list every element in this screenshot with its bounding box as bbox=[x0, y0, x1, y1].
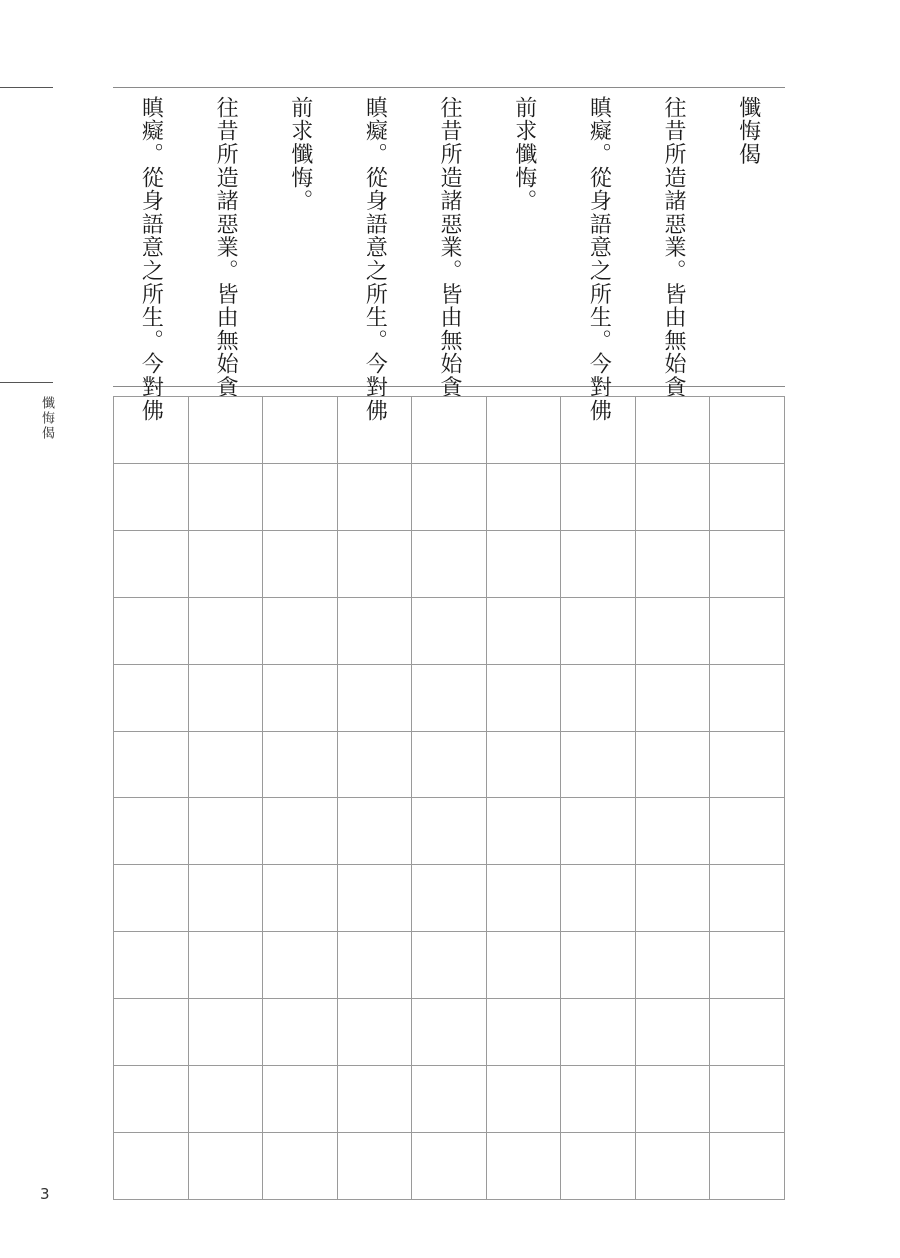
practice-grid-cell bbox=[338, 1066, 413, 1133]
practice-grid-cell bbox=[487, 1133, 562, 1200]
side-rule-middle bbox=[0, 382, 53, 383]
practice-grid-cell bbox=[636, 598, 711, 665]
practice-grid-cell bbox=[412, 531, 487, 598]
practice-grid-cell bbox=[561, 1133, 636, 1200]
practice-grid-cell bbox=[710, 1066, 785, 1133]
practice-grid-cell bbox=[636, 1133, 711, 1200]
practice-grid-cell bbox=[412, 464, 487, 531]
practice-grid-cell bbox=[412, 999, 487, 1066]
practice-grid-cell bbox=[710, 1133, 785, 1200]
practice-grid-cell bbox=[710, 999, 785, 1066]
practice-grid-cell bbox=[487, 397, 562, 464]
practice-grid-cell bbox=[338, 865, 413, 932]
practice-grid-cell bbox=[412, 732, 487, 799]
practice-grid-cell bbox=[412, 665, 487, 732]
text-column bbox=[486, 88, 561, 386]
practice-grid-cell bbox=[561, 665, 636, 732]
practice-grid-cell bbox=[114, 999, 189, 1066]
practice-grid-cell bbox=[189, 397, 264, 464]
verse-line: 瞋癡。從身語意之所生。今對佛 bbox=[138, 96, 164, 423]
practice-grid-cell bbox=[263, 798, 338, 865]
practice-grid-cell bbox=[561, 531, 636, 598]
practice-grid-cell bbox=[114, 531, 189, 598]
practice-grid-cell bbox=[412, 865, 487, 932]
practice-grid-cell bbox=[338, 999, 413, 1066]
verse-line: 往昔所造諸惡業。皆由無始貪 bbox=[213, 96, 239, 399]
practice-grid-cell bbox=[189, 932, 264, 999]
text-column bbox=[561, 88, 636, 423]
practice-grid-cell bbox=[263, 932, 338, 999]
practice-grid-cell bbox=[710, 932, 785, 999]
practice-grid-cell bbox=[114, 865, 189, 932]
practice-grid-cell bbox=[561, 397, 636, 464]
scripture-text-frame bbox=[113, 87, 785, 423]
verse-line: 瞋癡。從身語意之所生。今對佛 bbox=[362, 96, 388, 423]
practice-grid-cell bbox=[487, 798, 562, 865]
practice-grid-cell bbox=[263, 598, 338, 665]
verse-line: 往昔所造諸惡業。皆由無始貪 bbox=[437, 96, 463, 399]
practice-grid-cell bbox=[487, 531, 562, 598]
text-column bbox=[337, 88, 412, 423]
practice-grid-cell bbox=[561, 999, 636, 1066]
practice-grid-cell bbox=[114, 732, 189, 799]
practice-grid-cell bbox=[710, 464, 785, 531]
practice-grid-cell bbox=[487, 999, 562, 1066]
practice-grid-cell bbox=[636, 665, 711, 732]
practice-grid-cell bbox=[710, 798, 785, 865]
practice-grid-cell bbox=[412, 1066, 487, 1133]
practice-grid-cell bbox=[636, 1066, 711, 1133]
practice-grid-cell bbox=[114, 798, 189, 865]
page-number: 3 bbox=[40, 1185, 50, 1203]
practice-grid-cell bbox=[561, 932, 636, 999]
verse-title: 懺悔偈 bbox=[735, 96, 761, 166]
practice-grid-cell bbox=[114, 598, 189, 665]
text-column bbox=[113, 88, 188, 423]
practice-grid-cell bbox=[338, 598, 413, 665]
practice-grid-cell bbox=[412, 1133, 487, 1200]
practice-grid-cell bbox=[263, 665, 338, 732]
text-column-title bbox=[710, 88, 785, 386]
text-column bbox=[412, 88, 487, 399]
practice-grid-cell bbox=[189, 999, 264, 1066]
practice-grid-cell bbox=[561, 1066, 636, 1133]
practice-grid-cell bbox=[636, 464, 711, 531]
scripture-columns bbox=[113, 88, 785, 423]
practice-grid-cell bbox=[710, 397, 785, 464]
practice-grid-cell bbox=[636, 798, 711, 865]
practice-grid-cell bbox=[263, 397, 338, 464]
practice-grid-cell bbox=[263, 531, 338, 598]
practice-grid-cell bbox=[263, 1133, 338, 1200]
practice-grid-cell bbox=[338, 798, 413, 865]
practice-grid-cell bbox=[263, 732, 338, 799]
practice-grid-cell bbox=[338, 732, 413, 799]
practice-grid-cell bbox=[487, 464, 562, 531]
practice-grid-cell bbox=[710, 732, 785, 799]
practice-grid-cell bbox=[710, 665, 785, 732]
practice-grid-cell bbox=[487, 665, 562, 732]
practice-grid-cell bbox=[710, 531, 785, 598]
practice-grid-cell bbox=[338, 932, 413, 999]
practice-grid-cell bbox=[114, 932, 189, 999]
practice-grid-cell bbox=[412, 798, 487, 865]
practice-grid bbox=[113, 396, 785, 1200]
practice-grid-cell bbox=[561, 598, 636, 665]
text-column bbox=[636, 88, 711, 399]
verse-line: 瞋癡。從身語意之所生。今對佛 bbox=[586, 96, 612, 423]
practice-grid-cell bbox=[710, 865, 785, 932]
practice-grid-cell bbox=[114, 1133, 189, 1200]
practice-grid-cell bbox=[487, 865, 562, 932]
practice-grid-cell bbox=[114, 464, 189, 531]
practice-grid-cell bbox=[263, 999, 338, 1066]
practice-grid-cell bbox=[189, 732, 264, 799]
practice-grid-cell bbox=[189, 1066, 264, 1133]
practice-grid-cell bbox=[189, 798, 264, 865]
practice-grid-cell bbox=[263, 1066, 338, 1133]
running-title: 懺悔偈 bbox=[39, 396, 54, 441]
practice-grid-cell bbox=[114, 665, 189, 732]
practice-grid-cell bbox=[636, 732, 711, 799]
practice-grid-cell bbox=[710, 598, 785, 665]
practice-grid-cell bbox=[636, 932, 711, 999]
practice-grid-cell bbox=[114, 1066, 189, 1133]
practice-grid-cell bbox=[412, 598, 487, 665]
side-rule-top bbox=[0, 87, 53, 88]
practice-grid-cell bbox=[561, 798, 636, 865]
text-column bbox=[188, 88, 263, 399]
text-column bbox=[262, 88, 337, 386]
practice-grid-cell bbox=[487, 932, 562, 999]
practice-grid-cell bbox=[636, 999, 711, 1066]
practice-grid-cell bbox=[412, 932, 487, 999]
practice-grid-cell bbox=[189, 1133, 264, 1200]
practice-grid-cell bbox=[487, 1066, 562, 1133]
practice-grid-cell bbox=[561, 464, 636, 531]
practice-grid-cell bbox=[636, 865, 711, 932]
practice-grid-cell bbox=[189, 598, 264, 665]
verse-line: 前求懺悔。 bbox=[511, 96, 537, 213]
practice-grid-cell bbox=[338, 464, 413, 531]
practice-grid-cell bbox=[189, 464, 264, 531]
practice-grid-cell bbox=[189, 665, 264, 732]
practice-grid-cell bbox=[263, 865, 338, 932]
verse-line: 前求懺悔。 bbox=[287, 96, 313, 213]
practice-grid-cell bbox=[189, 865, 264, 932]
practice-grid-cell bbox=[263, 464, 338, 531]
practice-grid-cell bbox=[487, 732, 562, 799]
practice-grid-cell bbox=[114, 397, 189, 464]
practice-grid-cell bbox=[338, 397, 413, 464]
practice-grid-cell bbox=[338, 665, 413, 732]
verse-line: 往昔所造諸惡業。皆由無始貪 bbox=[661, 96, 687, 399]
practice-grid-cell bbox=[338, 1133, 413, 1200]
practice-grid-cell bbox=[487, 598, 562, 665]
practice-grid-cell bbox=[561, 732, 636, 799]
practice-grid-cell bbox=[636, 397, 711, 464]
practice-grid-cell bbox=[338, 531, 413, 598]
practice-grid-cell bbox=[561, 865, 636, 932]
practice-grid-cell bbox=[412, 397, 487, 464]
practice-grid-cell bbox=[636, 531, 711, 598]
practice-grid-cell bbox=[189, 531, 264, 598]
